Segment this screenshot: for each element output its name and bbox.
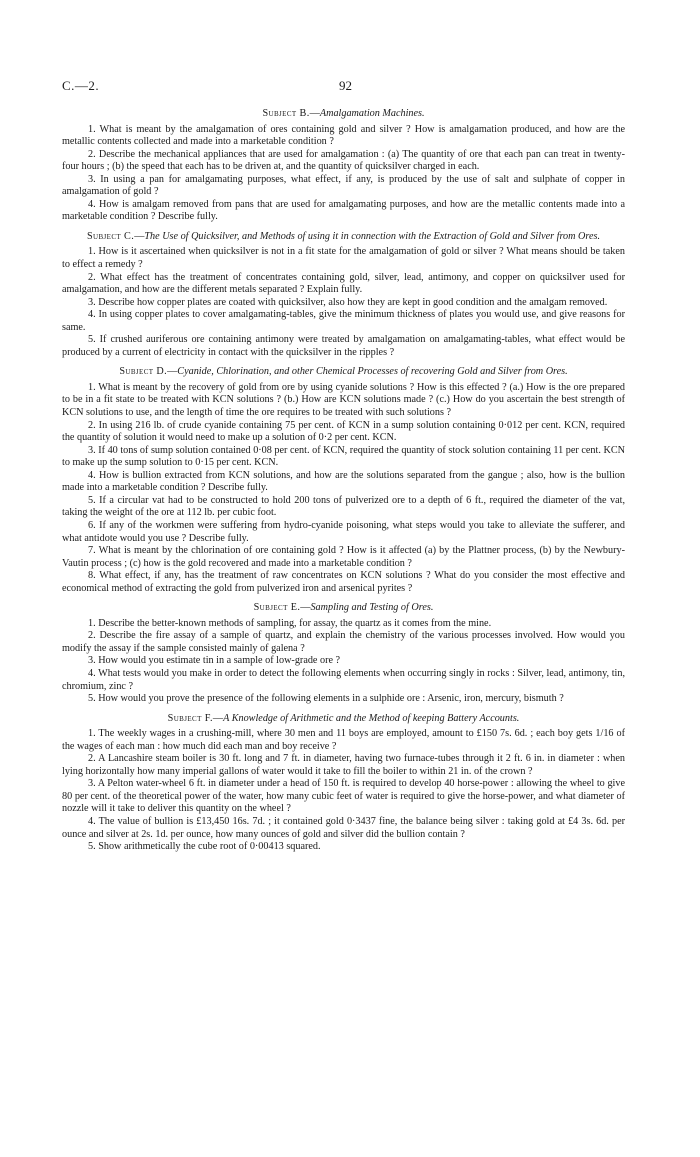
section-heading-e: [62, 602, 625, 615]
subject-label: Subject D.: [119, 366, 168, 378]
heading-dash: —: [134, 230, 145, 242]
question: 1. What is meant by the recovery of gold from ore by using cyanide solutions ? How is this effected ? (a.) How is the ore prepared to be in a fit state to be treated with KCN solutions ? (b.) How are KCN solutions made ? (c.) How do you ascertain the best strength of KCN solutions to use, and the length of time the ore requires to be treated with such solutions ?: [62, 381, 625, 419]
question: 3. If 40 tons of sump solution contained 0·08 per cent. of KCN, required the quantity of stock solution containing 11 per cent. KCN to make up the sump solution to 0·15 per cent. KCN.: [62, 444, 625, 469]
heading-dash: —: [300, 602, 311, 614]
subject-title: Cyanide, Chlorination, and other Chemical Processes of recovering Gold and Silver from Ores.: [177, 366, 568, 378]
question: 2. What effect has the treatment of concentrates containing gold, silver, lead, antimony, and copper on quicksilver used for amalgamation, and how are the different metals separated ? Explain fully.: [62, 271, 625, 296]
question: 4. The value of bullion is £13,450 16s. 7d. ; it contained gold 0·3437 fine, the balance being silver : taking gold at £4 3s. 6d. per ounce and silver at 2s. 1d. per ounce, how many ounces of gold and silver did the bullion contain ?: [62, 815, 625, 840]
question: 4. In using copper plates to cover amalgamating-tables, give the minimum thickness of plates you would use, and give reasons for same.: [62, 309, 625, 333]
question: 5. How would you prove the presence of the following elements in a sulphide ore : Arsenic, iron, mercury, bismuth ?: [88, 693, 564, 705]
question: 7. What is meant by the chlorination of ore containing gold ? How is it affected (a) by the Plattner process, (b) by the Newbury-Vautin process ; (c) how is the gold recovered and made into a marketable condition ?: [62, 545, 625, 569]
question: 4. What tests would you make in order to detect the following elements when occurring singly in rocks : Silver, lead, antimony, tin, chromium, zinc ?: [62, 667, 625, 692]
question: 5. If crushed auriferous ore containing antimony were treated by amalgamation on amalgamating-tables, what effect would be produced by a current of electricity in contact with the quicksilver in the ripples ?: [62, 334, 625, 358]
paper-reference: C.—2.: [62, 78, 100, 93]
question: 5. If a circular vat had to be constructed to hold 200 tons of pulverized ore to a depth of 6 ft., required the diameter of the vat, taking the weight of the ore at 112 lb. per cubic foot.: [62, 494, 625, 519]
question: 8. What effect, if any, has the treatment of raw concentrates on KCN solutions ? What do you consider the most effective and economical method of extracting the gold from pulverized iron and arsenical pyrites ?: [62, 570, 625, 594]
question: 5. Show arithmetically the cube root of 0·00413 squared.: [88, 841, 321, 853]
question: 3. Describe how copper plates are coated with quicksilver, also how they are kept in good condition and the amalgam removed.: [88, 296, 608, 308]
subject-label: Subject E.: [253, 602, 301, 614]
subject-title: Sampling and Testing of Ores.: [310, 602, 434, 614]
document-body: [62, 108, 625, 854]
heading-dash: —: [167, 366, 178, 378]
question: 2. A Lancashire steam boiler is 30 ft. long and 7 ft. in diameter, having two furnace-tubes through it 2 ft. 6 in. in diameter : when lying horizontally how many imperial gallons of water would it take to fill the boiler to within 21 in. of the crown ?: [62, 753, 625, 777]
heading-dash: —: [212, 712, 224, 724]
question: 2. Describe the mechanical appliances that are used for amalgamation : (a) The quantity of ore that each pan can treat in twenty-four hours ; (b) the speed that each has to be driven at, and the quantity of quicksilver charged in each.: [62, 148, 625, 173]
question: 3. How would you estimate tin in a sample of low-grade ore ?: [88, 655, 341, 667]
question: 1. The weekly wages in a crushing-mill, where 30 men and 11 boys are employed, amount to £150 7s. 6d. ; each boy gets 1/16 of the wages of each man : how much did each man and boy receive ?: [62, 728, 625, 752]
question: 1. How is it ascertained when quicksilver is not in a fit state for the amalgamation of gold or silver ? What means should be taken to effect a remedy ?: [62, 246, 625, 271]
subject-title: Amalgamation Machines.: [319, 108, 425, 119]
question: 1. What is meant by the amalgamation of ores containing gold and silver ? How is amalgamation produced, and how are the metallic contents collected and made into a marketable condition ?: [62, 123, 625, 148]
subject-label: Subject C.: [86, 230, 135, 242]
heading-dash: —: [309, 108, 320, 119]
subject-title: A Knowledge of Arithmetic and the Method of keeping Battery Accounts.: [223, 712, 520, 724]
question: 2. Describe the fire assay of a sample of quartz, and explain the chemistry of the various processes involved. How would you modify the assay if the sample consisted mainly of galena ?: [62, 630, 625, 654]
question: 3. A Pelton water-wheel 6 ft. in diameter under a head of 150 ft. is required to develop 40 horse-power : allowing the wheel to give 80 per cent. of the theoretical power of the water, how many cubic feet of water is required to give the horse-power, and what diameter of nozzle will it take to deliver this quantity on the wheel ?: [62, 778, 625, 815]
subject-title: The Use of Quicksilver, and Methods of using it in connection with the Extraction of Gold and Silver from Ores.: [144, 230, 601, 242]
question: 1. Describe the better-known methods of sampling, for assay, the quartz as it comes from the mine.: [88, 617, 492, 629]
subject-label: Subject B.: [262, 108, 310, 119]
section-heading-d: [62, 366, 625, 379]
question: 3. In using a pan for amalgamating purposes, what effect, if any, is produced by the use of salt and sulphate of copper in amalgamation of gold ?: [62, 173, 625, 198]
section-heading-b: [62, 108, 625, 121]
subject-label: Subject F.: [167, 712, 213, 724]
page-number: 92: [339, 78, 352, 93]
question: 4. How is amalgam removed from pans that are used for amalgamating purposes, and how are the metallic contents made into a marketable condition ? Describe fully.: [62, 198, 625, 223]
question: 2. In using 216 lb. of crude cyanide containing 75 per cent. of KCN in a sump solution containing 0·012 per cent. KCN, required the quantity of solution it would need to make up a solution of 0·2 per cent. KCN.: [62, 419, 625, 444]
question: 6. If any of the workmen were suffering from hydro-cyanide poisoning, what steps would you take to alleviate the sufferer, and what antidote would you use ? Describe fully.: [62, 519, 625, 544]
question: 4. How is bullion extracted from KCN solutions, and how are the solutions separated from the gangue ; also, how is the bullion made into a marketable condition ? Describe fully.: [62, 469, 625, 494]
section-heading-c: [62, 231, 625, 244]
section-heading-f: [62, 713, 625, 726]
